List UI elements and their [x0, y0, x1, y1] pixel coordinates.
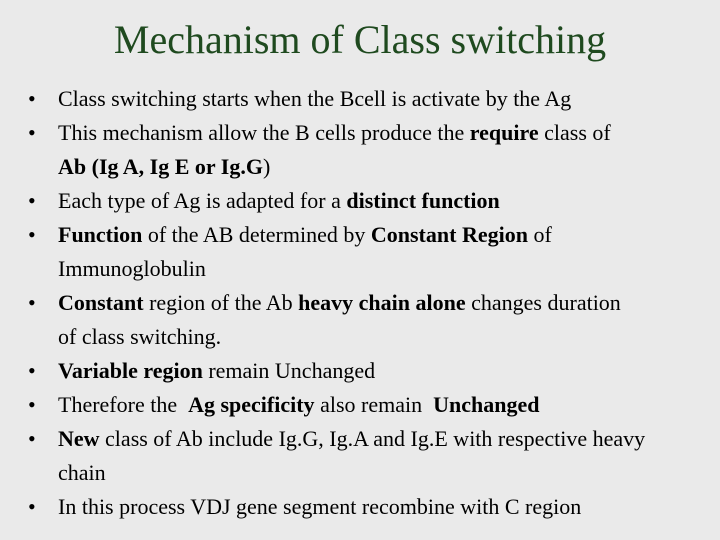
bold-term: require [469, 120, 539, 145]
bullet-item [24, 490, 714, 524]
bullet-text: Class switching starts when the Bcell is activate by the Ag [58, 86, 572, 111]
bullet-item [24, 422, 714, 490]
bullet-icon: • [28, 392, 36, 417]
text-segment: changes duration [465, 290, 621, 315]
text-segment: region of the Ab [143, 290, 299, 315]
bullet-text: In this process VDJ gene segment recombine with C region [58, 494, 582, 519]
bold-term: Unchanged [433, 392, 540, 417]
bullet-item [24, 116, 714, 184]
bullet-item [24, 184, 714, 218]
bullet-item [24, 218, 714, 286]
bullet-item [24, 354, 714, 388]
slide-title: Mechanism of Class switching [113, 17, 607, 62]
bullet-icon: • [28, 188, 36, 213]
bullet-list [24, 82, 714, 524]
text-segment: class of Ab include Ig.G, Ig.A and Ig.E with respective heavy [99, 426, 646, 451]
bullet-line: chain [58, 460, 106, 485]
bullet-line [58, 116, 714, 150]
bullet-icon: • [28, 86, 36, 111]
bullet-icon: • [28, 494, 36, 519]
bold-term: Variable region [58, 358, 203, 383]
bullet-line: of class switching. [58, 324, 222, 349]
bullet-line [58, 422, 714, 456]
bullet-line [58, 150, 714, 184]
bold-term: New [58, 426, 100, 451]
bullet-item [24, 82, 714, 116]
bullet-line: Immunoglobulin [58, 256, 206, 281]
text-segment: This mechanism allow the B cells produce the [58, 120, 470, 145]
bold-term: Ag specificity [188, 392, 315, 417]
bullet-icon: • [28, 290, 36, 315]
text-segment: remain Unchanged [202, 358, 376, 383]
bullet-icon: • [28, 120, 36, 145]
text-segment: class of [538, 120, 611, 145]
bold-term: Ab (Ig A, Ig E or Ig.G [58, 154, 263, 179]
text-segment: of [527, 222, 552, 247]
text-segment: also remain [314, 392, 434, 417]
text-segment: ) [262, 154, 271, 179]
bullet-item [24, 388, 714, 422]
bold-term: Constant Region [370, 222, 528, 247]
bullet-icon: • [28, 222, 36, 247]
bullet-icon: • [28, 426, 36, 451]
text-segment: Therefore the [58, 392, 189, 417]
bullet-line [58, 286, 714, 320]
bullet-item [24, 286, 714, 354]
bullet-icon: • [28, 358, 36, 383]
text-segment: Each type of Ag is adapted for a [58, 188, 347, 213]
bullet-line [58, 218, 714, 252]
text-segment: of the AB determined by [142, 222, 371, 247]
bold-term: Function [58, 222, 143, 247]
bold-term: distinct function [346, 188, 500, 213]
bold-term: heavy chain alone [298, 290, 466, 315]
bold-term: Constant [58, 290, 144, 315]
